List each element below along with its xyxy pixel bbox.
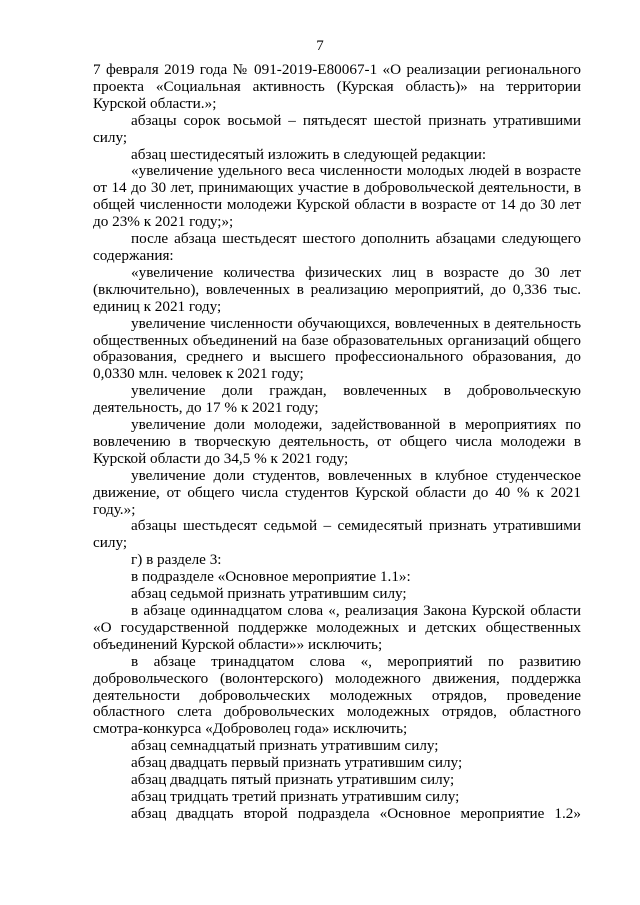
paragraph-17: абзац семнадцатый признать утратившим силу; (131, 737, 439, 755)
paragraph-15: в абзаце одиннадцатом слова «, реализация Закона Курской области «О государственной поддержке молодежных и детских общественных объединений Курской области»» исключить; (93, 602, 581, 653)
paragraph-10: увеличение доли студентов, вовлеченных в клубное студенческое движение, от общего числа студентов Курской области до 40 % к 2021 году.»; (93, 466, 581, 518)
paragraph-6: «увеличение количества физических лиц в возрасте до 30 лет (включительно), вовлеченных в реализацию мероприятий, до 0,336 тыс. единиц к 2021 году; (93, 263, 581, 315)
paragraph-3: абзац шестидесятый изложить в следующей редакции: (131, 145, 487, 163)
paragraph-19: абзац двадцать пятый признать утратившим силу; (131, 771, 455, 789)
paragraph-4: «увеличение удельного веса численности молодых людей в возрасте от 14 до 30 лет, принимающих участие в добровольческой деятельности, в общей численности молодежи Курской области в возрасте от 14 до 30 лет до 23% к 2021 году;»; (93, 162, 581, 231)
paragraph-1: 7 февраля 2019 года № 091-2019-Е80067-1 «О реализации регионального проекта «Социальная активность (Курская область)» на территории Курской области.»; (93, 61, 581, 112)
paragraph-18: абзац двадцать первый признать утратившим силу; (131, 754, 463, 772)
paragraph-12: г) в разделе 3: (131, 551, 222, 569)
paragraph-14: абзац седьмой признать утратившим силу; (131, 585, 407, 603)
paragraph-13: в подразделе «Основное мероприятие 1.1»: (131, 568, 411, 586)
paragraph-2: абзацы сорок восьмой – пятьдесят шестой признать утратившими силу; (93, 111, 581, 146)
paragraph-7: увеличение численности обучающихся, вовлеченных в деятельность общественных объединений на базе образовательных организаций общего образования, среднего и высшего профессионального образования, до 0,0330 млн. человек к 2021 году; (93, 314, 581, 383)
paragraph-8: увеличение доли граждан, вовлеченных в добровольческую деятельность, до 17 % к 2021 году; (93, 382, 581, 417)
document-body (93, 62, 581, 823)
paragraph-5: после абзаца шестьдесят шестого дополнить абзацами следующего содержания: (93, 230, 581, 264)
paragraph-11: абзацы шестьдесят седьмой – семидесятый признать утратившими силу; (93, 517, 581, 552)
paragraph-21: абзац двадцать второй подраздела «Основное мероприятие 1.2» (131, 804, 581, 822)
paragraph-16: в абзаце тринадцатом слова «, мероприятий по развитию добровольческого (волонтерского) молодежного движения, поддержка деятельности добровольческих молодежных отрядов, проведение областного слета добровольческих молодежных отрядов, областного смотра-конкурса «Доброволец года» исключить; (93, 652, 581, 738)
paragraph-20: абзац тридцать третий признать утратившим силу; (131, 787, 460, 805)
paragraph-9: увеличение доли молодежи, задействованной в мероприятиях по вовлечению в творческую деятельность, от общего числа молодежи в Курской области до 34,5 % к 2021 году; (93, 416, 581, 467)
page-number: 7 (316, 38, 324, 54)
